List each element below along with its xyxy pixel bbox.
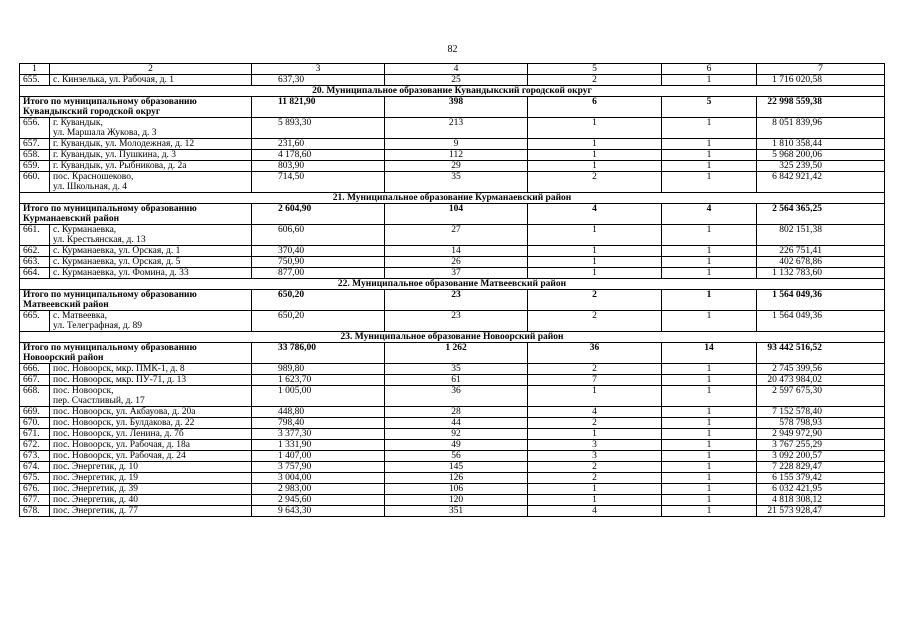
col6-cell: 1 — [662, 118, 757, 139]
residents-cell: 23 — [385, 311, 528, 332]
residents-cell: 28 — [385, 407, 528, 418]
address-cell — [50, 418, 252, 429]
residents-cell: 35 — [385, 364, 528, 375]
row-number: 663. — [20, 257, 50, 268]
column-number-row — [20, 64, 885, 75]
table-row — [20, 364, 885, 375]
table-row — [20, 161, 885, 172]
residents-cell: 126 — [385, 473, 528, 484]
col5-cell: 1 — [528, 386, 662, 407]
address-cell — [50, 375, 252, 386]
cell-line: с. Курманаевка, ул. Фомина, д. 33 — [53, 268, 189, 278]
col5-cell: 2 — [528, 462, 662, 473]
total-col6: 14 — [662, 343, 757, 364]
col5-cell: 2 — [528, 75, 662, 86]
row-number: 656. — [20, 118, 50, 139]
cell-line: пос. Энергетик, д. 39 — [53, 484, 139, 494]
cell-line: г. Кувандык, ул. Рыбникова, д. 2а — [53, 161, 187, 171]
col6-cell: 1 — [662, 495, 757, 506]
section-heading: 22. Муниципальное образование Матвеевский район — [20, 279, 885, 290]
row-number: 659. — [20, 161, 50, 172]
address-cell — [50, 386, 252, 407]
page-number: 82 — [447, 44, 458, 55]
cost-cell: 3 092 200,57 — [757, 451, 885, 462]
cell-line: с. Матвеевка, — [53, 311, 107, 321]
total-row — [20, 290, 885, 311]
cell-line: Матвеевский район — [23, 300, 109, 310]
cell-line: Итого по муниципальному образованию — [23, 343, 197, 353]
table-row — [20, 118, 885, 139]
cost-cell: 8 051 839,96 — [757, 118, 885, 139]
residents-cell: 145 — [385, 462, 528, 473]
residents-cell: 14 — [385, 246, 528, 257]
table-row — [20, 495, 885, 506]
cost-cell: 3 767 255,29 — [757, 440, 885, 451]
cost-cell: 1 716 020,58 — [757, 75, 885, 86]
col6-cell: 1 — [662, 418, 757, 429]
total-col5: 2 — [528, 290, 662, 311]
cell-line: Курманаевский район — [23, 214, 120, 224]
address-cell — [50, 407, 252, 418]
row-number: 665. — [20, 311, 50, 332]
cell-line: пос. Новоорск, мкр. ПМК-1, д. 8 — [53, 364, 185, 374]
col5-cell: 2 — [528, 473, 662, 484]
column-number: 1 — [20, 64, 50, 75]
column-number: 5 — [528, 64, 662, 75]
row-number: 676. — [20, 484, 50, 495]
cell-line: пос. Красношеково, — [53, 172, 134, 182]
housing-table — [19, 63, 885, 517]
table-row — [20, 484, 885, 495]
col5-cell: 4 — [528, 407, 662, 418]
cost-cell: 21 573 928,47 — [757, 506, 885, 517]
table-body — [20, 64, 885, 517]
residents-cell: 35 — [385, 172, 528, 193]
cell-line: Кувандыкский городской округ — [23, 107, 161, 117]
col5-cell: 1 — [528, 161, 662, 172]
total-residents: 1 262 — [385, 343, 528, 364]
cell-line: г. Кувандык, — [53, 118, 103, 128]
address-cell — [50, 429, 252, 440]
address-cell — [50, 364, 252, 375]
area-cell: 3 757,90 — [252, 462, 385, 473]
col5-cell: 1 — [528, 118, 662, 139]
cell-line: пос. Энергетик, д. 19 — [53, 473, 139, 483]
cell-line: пер. Счастливый, д. 17 — [53, 396, 145, 406]
table-row — [20, 386, 885, 407]
cost-cell: 7 228 829,47 — [757, 462, 885, 473]
residents-cell: 213 — [385, 118, 528, 139]
address-cell — [50, 225, 252, 246]
cost-cell: 20 473 984,02 — [757, 375, 885, 386]
cost-cell: 1 132 783,60 — [757, 268, 885, 279]
total-col6: 5 — [662, 97, 757, 118]
total-col5: 36 — [528, 343, 662, 364]
col5-cell: 1 — [528, 225, 662, 246]
address-cell — [50, 462, 252, 473]
col6-cell: 1 — [662, 246, 757, 257]
cell-line: ул. Школьная, д. 4 — [53, 182, 127, 192]
cost-cell: 4 818 308,12 — [757, 495, 885, 506]
row-number: 669. — [20, 407, 50, 418]
residents-cell: 44 — [385, 418, 528, 429]
address-cell — [50, 172, 252, 193]
total-label — [20, 343, 252, 364]
col6-cell: 1 — [662, 506, 757, 517]
row-number: 661. — [20, 225, 50, 246]
residents-cell: 29 — [385, 161, 528, 172]
col5-cell: 1 — [528, 495, 662, 506]
table-row — [20, 225, 885, 246]
residents-cell: 112 — [385, 150, 528, 161]
row-number: 658. — [20, 150, 50, 161]
address-cell — [50, 118, 252, 139]
table-row — [20, 506, 885, 517]
area-cell: 3 377,30 — [252, 429, 385, 440]
cost-cell: 402 678,86 — [757, 257, 885, 268]
col5-cell: 3 — [528, 451, 662, 462]
area-cell: 5 893,30 — [252, 118, 385, 139]
section-heading-row — [20, 193, 885, 204]
cost-cell: 2 597 675,30 — [757, 386, 885, 407]
cell-line: Итого по муниципальному образованию — [23, 97, 197, 107]
total-cost: 93 442 516,52 — [757, 343, 885, 364]
section-heading-row — [20, 86, 885, 97]
area-cell: 1 407,00 — [252, 451, 385, 462]
cost-cell: 2 745 399,56 — [757, 364, 885, 375]
column-number: 4 — [385, 64, 528, 75]
total-col6: 4 — [662, 204, 757, 225]
total-residents: 398 — [385, 97, 528, 118]
col5-cell: 1 — [528, 246, 662, 257]
col5-cell: 7 — [528, 375, 662, 386]
residents-cell: 61 — [385, 375, 528, 386]
area-cell: 714,50 — [252, 172, 385, 193]
cost-cell: 5 968 200,06 — [757, 150, 885, 161]
cell-line: пос. Новоорск, ул. Булдакова, д. 22 — [53, 418, 195, 428]
total-label — [20, 290, 252, 311]
column-number: 2 — [50, 64, 252, 75]
cost-cell: 6 155 379,42 — [757, 473, 885, 484]
area-cell: 803,90 — [252, 161, 385, 172]
residents-cell: 351 — [385, 506, 528, 517]
area-cell: 1 005,00 — [252, 386, 385, 407]
cell-line: с. Курманаевка, — [53, 225, 117, 235]
col6-cell: 1 — [662, 386, 757, 407]
address-cell — [50, 473, 252, 484]
cell-line: пос. Энергетик, д. 10 — [53, 462, 139, 472]
address-cell — [50, 268, 252, 279]
cost-cell: 7 152 578,40 — [757, 407, 885, 418]
col5-cell: 1 — [528, 150, 662, 161]
area-cell: 750,90 — [252, 257, 385, 268]
residents-cell: 25 — [385, 75, 528, 86]
table-row — [20, 418, 885, 429]
cell-line: пос. Новоорск, ул. Акбауова, д. 20а — [53, 407, 196, 417]
section-heading: 21. Муниципальное образование Курманаевский район — [20, 193, 885, 204]
address-cell — [50, 75, 252, 86]
address-cell — [50, 246, 252, 257]
row-number: 666. — [20, 364, 50, 375]
table-row — [20, 268, 885, 279]
address-cell — [50, 161, 252, 172]
column-number: 6 — [662, 64, 757, 75]
row-number: 678. — [20, 506, 50, 517]
area-cell: 877,00 — [252, 268, 385, 279]
table-row — [20, 311, 885, 332]
cell-line: Новоорский район — [23, 353, 104, 363]
table-row — [20, 451, 885, 462]
col6-cell: 1 — [662, 161, 757, 172]
cost-cell: 6 032 421,95 — [757, 484, 885, 495]
total-label — [20, 204, 252, 225]
residents-cell: 36 — [385, 386, 528, 407]
table-row — [20, 473, 885, 484]
residents-cell: 27 — [385, 225, 528, 246]
total-area: 11 821,90 — [252, 97, 385, 118]
residents-cell: 106 — [385, 484, 528, 495]
table-row — [20, 462, 885, 473]
area-cell: 2 945,60 — [252, 495, 385, 506]
col6-cell: 1 — [662, 440, 757, 451]
area-cell: 2 983,00 — [252, 484, 385, 495]
cell-line: пос. Новоорск, ул. Рабочая, д. 18а — [53, 440, 190, 450]
area-cell: 448,80 — [252, 407, 385, 418]
col5-cell: 2 — [528, 311, 662, 332]
row-number: 667. — [20, 375, 50, 386]
total-cost: 22 998 559,38 — [757, 97, 885, 118]
table-row — [20, 246, 885, 257]
row-number: 671. — [20, 429, 50, 440]
area-cell: 606,60 — [252, 225, 385, 246]
row-number: 664. — [20, 268, 50, 279]
area-cell: 798,40 — [252, 418, 385, 429]
col5-cell: 1 — [528, 268, 662, 279]
cell-line: с. Кинзелька, ул. Рабочая, д. 1 — [53, 75, 175, 85]
address-cell — [50, 451, 252, 462]
cell-line: Итого по муниципальному образованию — [23, 204, 197, 214]
cost-cell: 2 949 972,90 — [757, 429, 885, 440]
col6-cell: 1 — [662, 407, 757, 418]
cost-cell: 578 798,93 — [757, 418, 885, 429]
residents-cell: 26 — [385, 257, 528, 268]
cost-cell: 1 810 358,44 — [757, 139, 885, 150]
section-heading: 23. Муниципальное образование Новоорский район — [20, 332, 885, 343]
cost-cell: 6 842 921,42 — [757, 172, 885, 193]
area-cell: 637,30 — [252, 75, 385, 86]
cell-line: с. Курманаевка, ул. Орская, д. 1 — [53, 246, 181, 256]
table-row — [20, 407, 885, 418]
row-number: 673. — [20, 451, 50, 462]
cell-line: ул. Телеграфная, д. 89 — [53, 321, 142, 331]
total-residents: 23 — [385, 290, 528, 311]
area-cell: 650,20 — [252, 311, 385, 332]
cell-line: пос. Энергетик, д. 40 — [53, 495, 139, 505]
row-number: 677. — [20, 495, 50, 506]
row-number: 668. — [20, 386, 50, 407]
col6-cell: 1 — [662, 451, 757, 462]
total-area: 2 604,90 — [252, 204, 385, 225]
area-cell: 9 643,30 — [252, 506, 385, 517]
area-cell: 370,40 — [252, 246, 385, 257]
residents-cell: 56 — [385, 451, 528, 462]
row-number: 672. — [20, 440, 50, 451]
area-cell: 1 331,90 — [252, 440, 385, 451]
total-area: 33 786,00 — [252, 343, 385, 364]
col6-cell: 1 — [662, 150, 757, 161]
col6-cell: 1 — [662, 225, 757, 246]
area-cell: 989,80 — [252, 364, 385, 375]
col6-cell: 1 — [662, 172, 757, 193]
cost-cell: 325 239,50 — [757, 161, 885, 172]
cell-line: пос. Новоорск, ул. Рабочая, д. 24 — [53, 451, 186, 461]
total-row — [20, 204, 885, 225]
col5-cell: 1 — [528, 139, 662, 150]
col5-cell: 1 — [528, 429, 662, 440]
col6-cell: 1 — [662, 139, 757, 150]
table-row — [20, 440, 885, 451]
cell-line: пос. Энергетик, д. 77 — [53, 506, 139, 516]
total-col5: 6 — [528, 97, 662, 118]
total-row — [20, 97, 885, 118]
col5-cell: 1 — [528, 257, 662, 268]
table-row — [20, 150, 885, 161]
row-number: 670. — [20, 418, 50, 429]
area-cell: 3 004,00 — [252, 473, 385, 484]
section-heading-row — [20, 332, 885, 343]
col6-cell: 1 — [662, 462, 757, 473]
table-row — [20, 429, 885, 440]
address-cell — [50, 139, 252, 150]
cell-line: пос. Новоорск, мкр. ПУ-71, д. 13 — [53, 375, 187, 385]
column-number: 3 — [252, 64, 385, 75]
cost-cell: 226 751,41 — [757, 246, 885, 257]
col5-cell: 4 — [528, 506, 662, 517]
cell-line: ул. Маршала Жукова, д. 3 — [53, 128, 157, 138]
col5-cell: 2 — [528, 172, 662, 193]
cell-line: пос. Новоорск, — [53, 386, 114, 396]
col6-cell: 1 — [662, 484, 757, 495]
address-cell — [50, 440, 252, 451]
section-heading: 20. Муниципальное образование Кувандыкский городской округ — [20, 86, 885, 97]
area-cell: 4 178,60 — [252, 150, 385, 161]
col6-cell: 1 — [662, 257, 757, 268]
cell-line: с. Курманаевка, ул. Орская, д. 5 — [53, 257, 181, 267]
address-cell — [50, 495, 252, 506]
cell-line: пос. Новоорск, ул. Ленина, д. 7б — [53, 429, 184, 439]
col6-cell: 1 — [662, 75, 757, 86]
address-cell — [50, 150, 252, 161]
residents-cell: 120 — [385, 495, 528, 506]
col5-cell: 3 — [528, 440, 662, 451]
total-col6: 1 — [662, 290, 757, 311]
total-area: 650,20 — [252, 290, 385, 311]
section-heading-row — [20, 279, 885, 290]
cell-line: Итого по муниципальному образованию — [23, 290, 197, 300]
cell-line: ул. Крестьянская, д. 13 — [53, 235, 146, 245]
total-residents: 104 — [385, 204, 528, 225]
table-row — [20, 75, 885, 86]
row-number: 675. — [20, 473, 50, 484]
row-number: 657. — [20, 139, 50, 150]
col6-cell: 1 — [662, 311, 757, 332]
cost-cell: 802 151,38 — [757, 225, 885, 246]
table-row — [20, 257, 885, 268]
row-number: 660. — [20, 172, 50, 193]
address-cell — [50, 257, 252, 268]
col6-cell: 1 — [662, 364, 757, 375]
address-cell — [50, 484, 252, 495]
area-cell: 1 623,70 — [252, 375, 385, 386]
col6-cell: 1 — [662, 429, 757, 440]
cost-cell: 1 564 049,36 — [757, 311, 885, 332]
cell-line: г. Кувандык, ул. Пушкина, д. 3 — [53, 150, 177, 160]
residents-cell: 9 — [385, 139, 528, 150]
col6-cell: 1 — [662, 473, 757, 484]
table-row — [20, 172, 885, 193]
row-number: 662. — [20, 246, 50, 257]
col5-cell: 1 — [528, 484, 662, 495]
total-cost: 2 564 365,25 — [757, 204, 885, 225]
col5-cell: 2 — [528, 364, 662, 375]
table-row — [20, 375, 885, 386]
col5-cell: 2 — [528, 418, 662, 429]
address-cell — [50, 506, 252, 517]
residents-cell: 37 — [385, 268, 528, 279]
residents-cell: 92 — [385, 429, 528, 440]
total-label — [20, 97, 252, 118]
col6-cell: 1 — [662, 268, 757, 279]
area-cell: 231,60 — [252, 139, 385, 150]
table-row — [20, 139, 885, 150]
row-number: 674. — [20, 462, 50, 473]
address-cell — [50, 311, 252, 332]
col6-cell: 1 — [662, 375, 757, 386]
column-number: 7 — [757, 64, 885, 75]
row-number: 655. — [20, 75, 50, 86]
residents-cell: 49 — [385, 440, 528, 451]
total-row — [20, 343, 885, 364]
total-cost: 1 564 049,36 — [757, 290, 885, 311]
cell-line: г. Кувандык, ул. Молодежная, д. 12 — [53, 139, 195, 149]
total-col5: 4 — [528, 204, 662, 225]
